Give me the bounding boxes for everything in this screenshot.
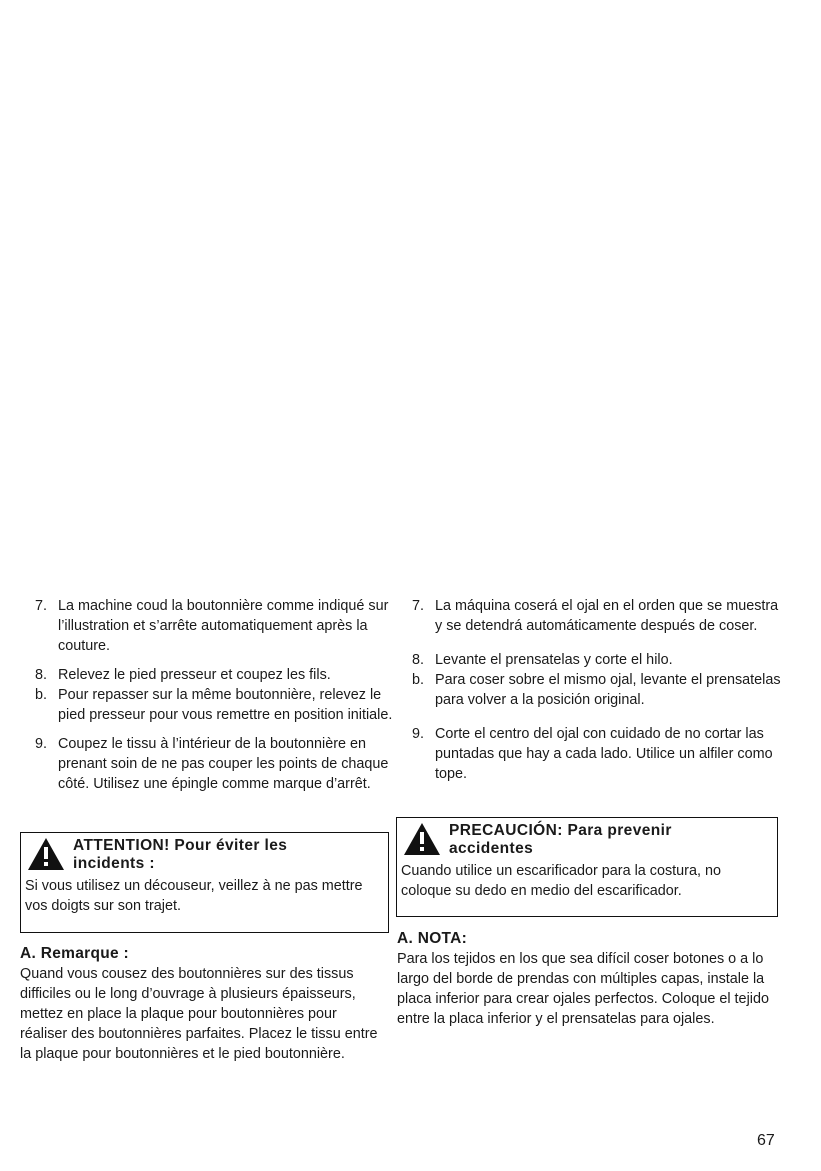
warning-body: Cuando utilice un escarificador para la costura, no coloque su dedo en medio del escarificador. [401, 863, 721, 899]
step-9-es [412, 724, 784, 784]
step-8-fr [35, 665, 395, 685]
warning-triangle-icon [403, 822, 441, 856]
step-number: 8. [412, 652, 425, 668]
right-column-spanish [412, 596, 784, 784]
warning-box-fr [20, 832, 389, 933]
warning-title-line2: accidentes [449, 840, 534, 857]
warning-title-line2: incidents : [73, 855, 155, 872]
note-title: A. NOTA: [397, 930, 468, 947]
step-b-es [412, 670, 784, 710]
step-7-es [412, 596, 784, 636]
warning-body: Si vous utilisez un découseur, veillez à ne pas mettre vos doigts sur son trajet. [25, 878, 363, 914]
page-number: 67 [757, 1132, 775, 1149]
step-number: 7. [35, 598, 48, 614]
warning-box-es [396, 817, 778, 917]
note-es [397, 929, 782, 1029]
warning-title [449, 822, 672, 858]
step-9-fr [35, 734, 395, 794]
step-7-fr [35, 596, 395, 656]
note-body: Quand vous cousez des boutonnières sur des tissus difficiles ou le long d’ouvrage à plusieurs épaisseurs, mettez en place la plaque pour boutonnières pour réaliser des boutonnières parfaites. Placez le tissu entre la plaque pour boutonnières et le pied boutonnière. [20, 966, 378, 1062]
warning-title-line1: ATTENTION! Pour éviter les [73, 837, 288, 854]
step-text: Corte el centro del ojal con cuidado de no cortar las puntadas que hay a cada lado. Utilice un alfiler como tope. [435, 726, 773, 782]
warning-header [25, 836, 384, 876]
step-number: b. [412, 672, 425, 688]
step-text: Para coser sobre el mismo ojal, levante el prensatelas para volver a la posición original. [435, 672, 781, 708]
step-text: La máquina coserá el ojal en el orden que se muestra y se detendrá automáticamente después de coser. [435, 598, 779, 634]
step-text: Levante el prensatelas y corte el hilo. [435, 652, 673, 668]
note-title: A. Remarque : [20, 945, 129, 962]
step-number: 8. [35, 667, 48, 683]
step-8-es [412, 650, 784, 670]
step-number: 9. [412, 726, 425, 742]
step-text: Coupez le tissu à l’intérieur de la boutonnière en prenant soin de ne pas couper les points de chaque côté. Utilisez une épingle comme marque d’arrêt. [58, 736, 389, 792]
note-fr [20, 944, 380, 1064]
warning-title [73, 837, 287, 873]
step-text: La machine coud la boutonnière comme indiqué sur l’illustration et s’arrête automatiquement après la couture. [58, 598, 389, 654]
step-text: Relevez le pied presseur et coupez les fils. [58, 667, 331, 683]
warning-title-line1: PRECAUCIÓN: Para prevenir [449, 822, 672, 839]
left-column-french [35, 596, 395, 794]
step-text: Pour repasser sur la même boutonnière, relevez le pied presseur pour vous remettre en position initiale. [58, 687, 393, 723]
step-number: b. [35, 687, 48, 703]
note-body: Para los tejidos en los que sea difícil coser botones o a lo largo del borde de prendas con múltiples capas, instale la placa inferior para crear ojales perfectos. Coloque el tejido entre la placa inferior y el prensatelas para ojales. [397, 951, 769, 1027]
step-number: 9. [35, 736, 48, 752]
warning-header [401, 821, 773, 861]
warning-triangle-icon [27, 837, 65, 871]
step-number: 7. [412, 598, 425, 614]
step-b-fr [35, 685, 395, 725]
